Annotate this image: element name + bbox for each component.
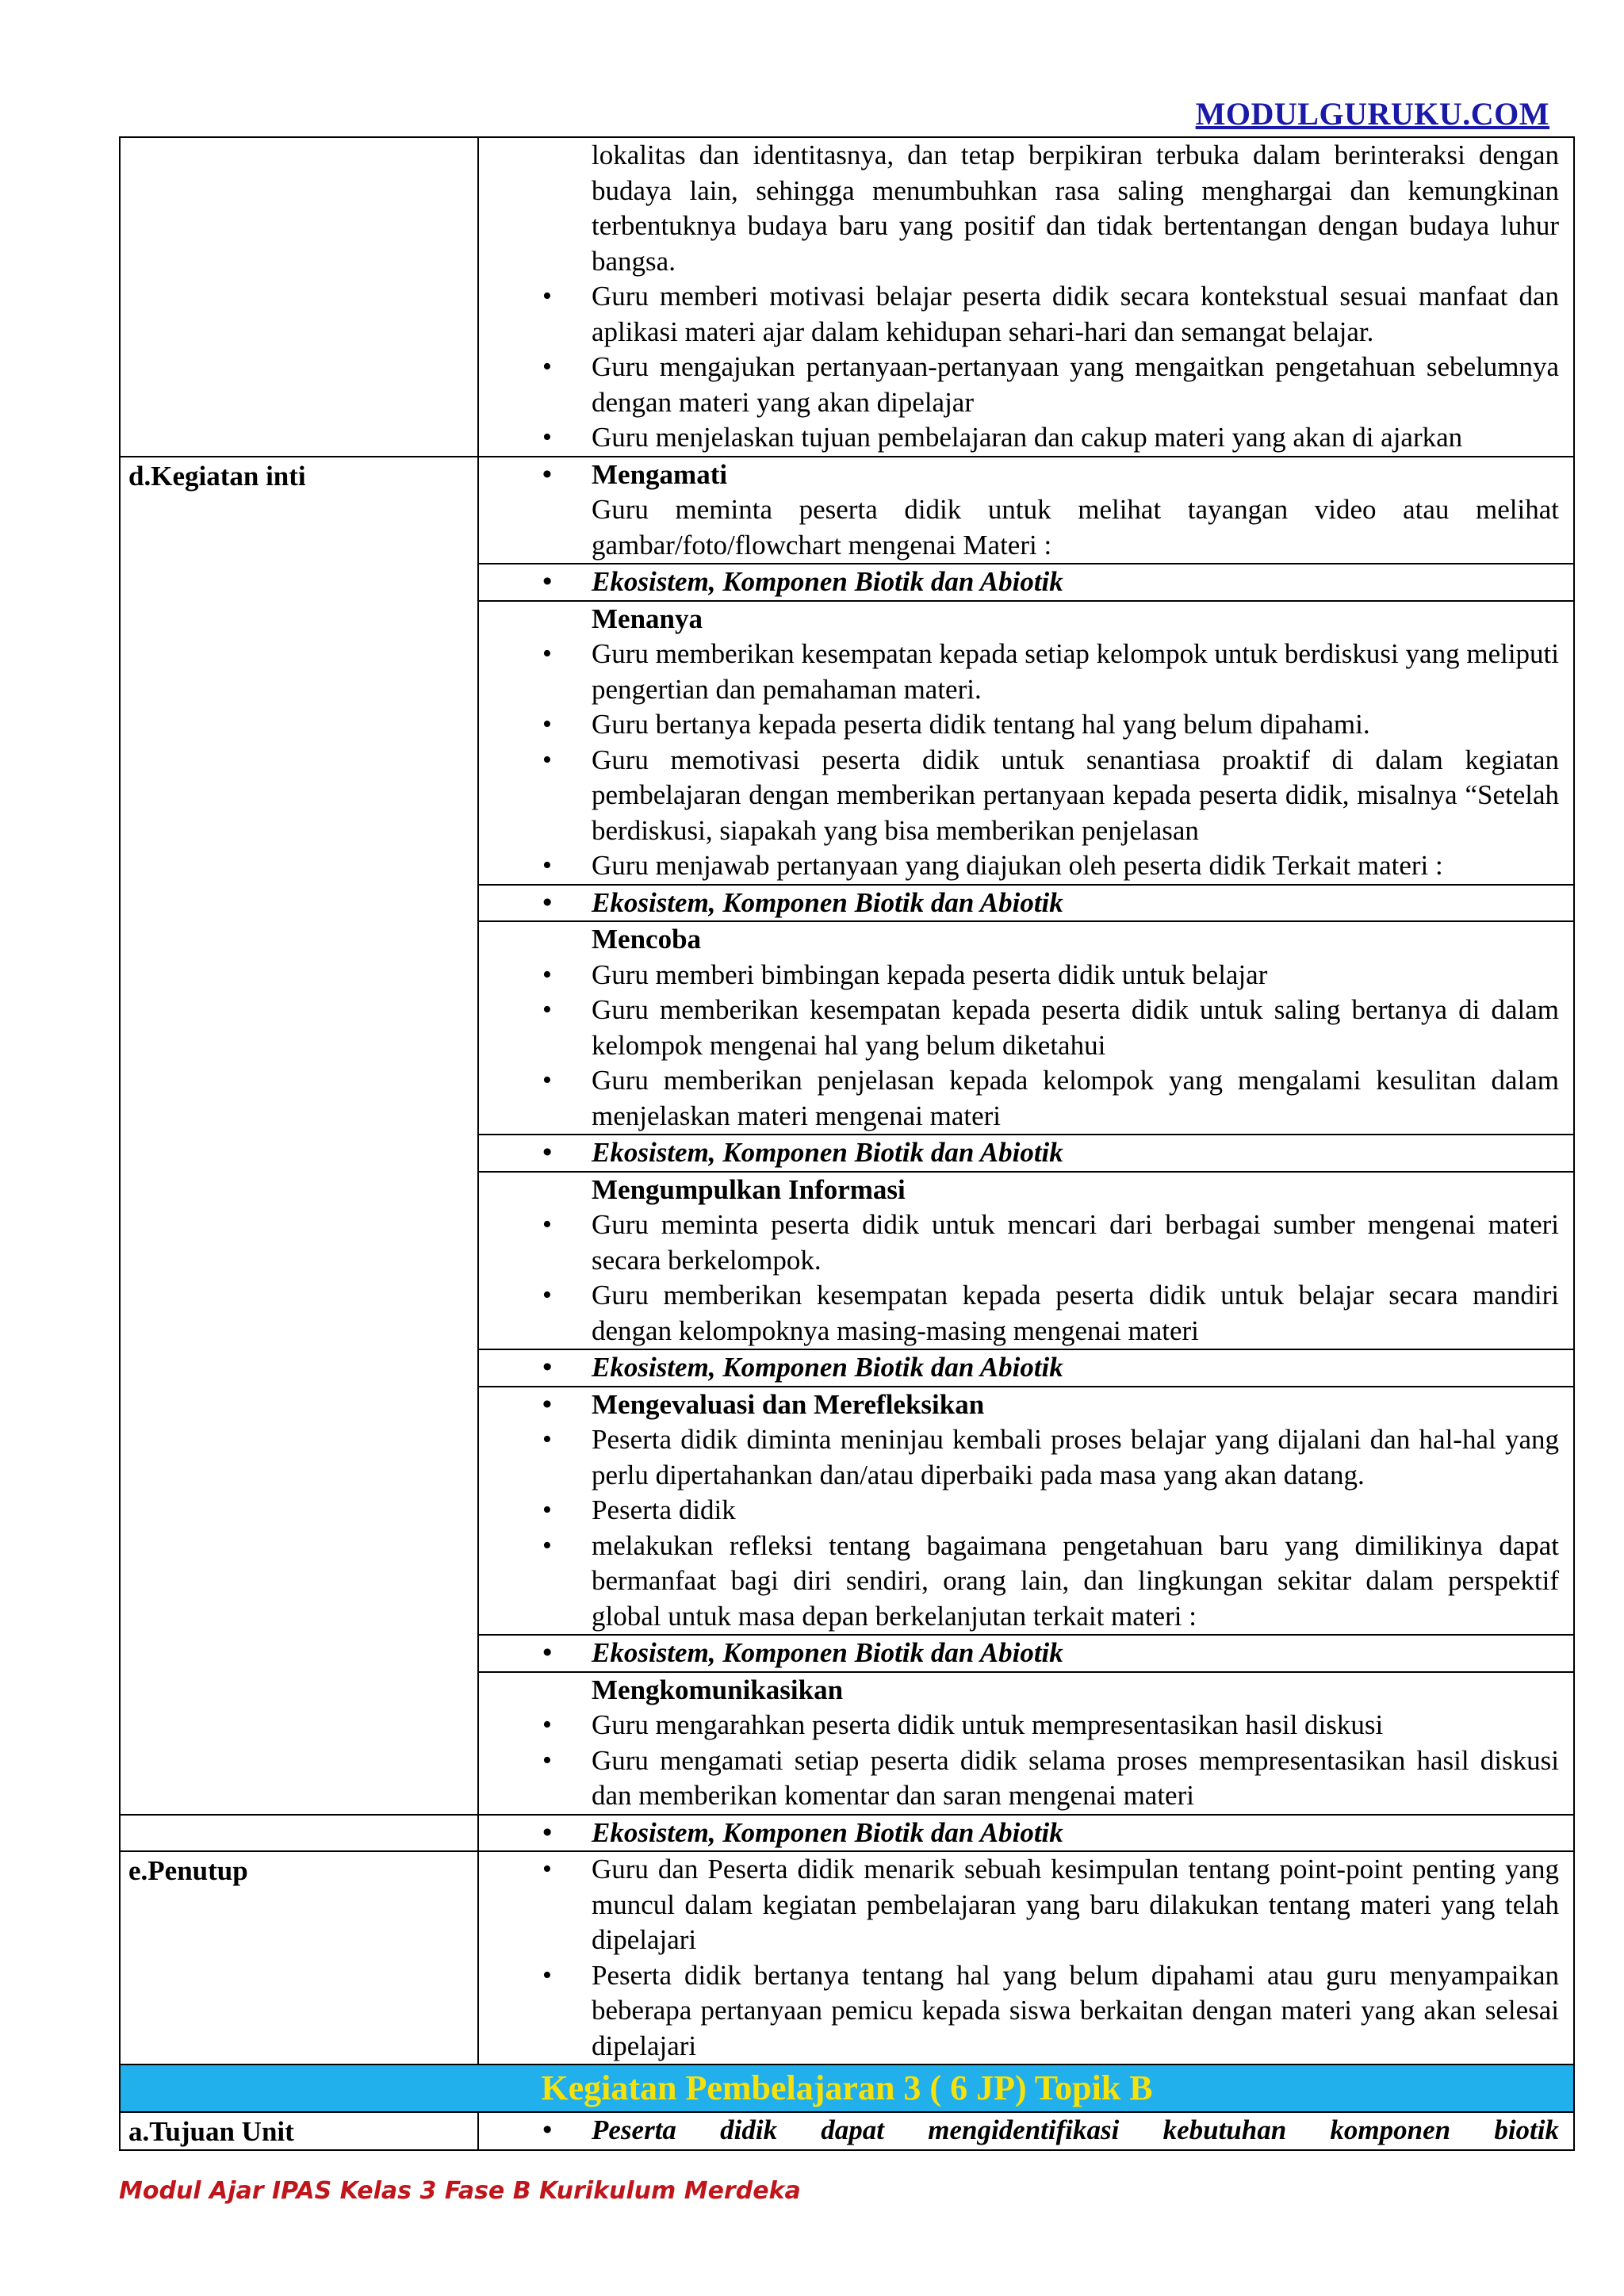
header-site-link[interactable]: MODULGURUKU.COM — [1195, 96, 1549, 132]
topic-text: • Ekosistem, Komponen Biotik dan Abiotik — [479, 1135, 1559, 1171]
table-row-intro — [120, 137, 1574, 457]
list-item: • Guru mengamati setiap peserta didik selama proses mempresentasikan hasil diskusi dan memberikan komentar dan saran mengenai materi — [479, 1743, 1559, 1814]
mengkomunikasikan-title: Mengkomunikasikan — [592, 1674, 844, 1705]
list-item: • Guru bertanya kepada peserta didik tentang hal yang belum dipahami. — [479, 707, 1559, 743]
label-cell-penutup — [120, 1851, 478, 2064]
list-item: • Guru memberi motivasi belajar peserta didik secara kontekstual sesuai manfaat dan aplikasi materi ajar dalam kehidupan sehari-hari dan semangat belajar. — [479, 279, 1559, 350]
topic-cell — [478, 885, 1574, 922]
topic-cell — [478, 1635, 1574, 1672]
list-item: • Guru menjawab pertanyaan yang diajukan oleh peserta didik Terkait materi : — [479, 848, 1559, 884]
list-item: • Guru memberi bimbingan kepada peserta didik untuk belajar — [479, 958, 1559, 993]
table-row-topic — [120, 1815, 1574, 1852]
content-cell-mengamati — [478, 457, 1574, 564]
topic-cell — [478, 1815, 1574, 1852]
mengevaluasi-title: • Mengevaluasi dan Merefleksikan — [479, 1387, 1559, 1423]
list-item: • Guru memberikan penjelasan kepada kelompok yang mengalami kesulitan dalam menjelaskan materi mengenai materi — [479, 1063, 1559, 1134]
tujuan-label: a.Tujuan Unit — [128, 2116, 294, 2147]
list-item: • Peserta didik dapat mengidentifikasi kebutuhan komponen biotik — [479, 2113, 1559, 2149]
topic-cell — [478, 564, 1574, 601]
list-item: • Guru memberikan kesempatan kepada setiap kelompok untuk berdiskusi yang meliputi pengertian dan pemahaman materi. — [479, 637, 1559, 707]
label-cell-empty — [120, 1815, 478, 1852]
list-item: • Guru menjelaskan tujuan pembelajaran dan cakup materi yang akan di ajarkan — [479, 420, 1559, 456]
mengamati-text: Guru meminta peserta didik untuk melihat tayangan video atau melihat gambar/foto/flowchart mengenai Materi : — [592, 494, 1559, 561]
content-cell-mengevaluasi — [478, 1387, 1574, 1636]
topic-text: • Ekosistem, Komponen Biotik dan Abiotik — [479, 886, 1559, 921]
list-item: • Peserta didik diminta meninjau kembali proses belajar yang dijalani dan hal-hal yang perlu dipertahankan dan/atau diperbaiki pada masa yang akan datang. — [479, 1422, 1559, 1493]
table-row-mengamati — [120, 457, 1574, 564]
table-row-tujuan — [120, 2112, 1574, 2150]
mengamati-title: • Mengamati — [479, 457, 1559, 493]
label-cell-kegiatan-inti — [120, 457, 478, 1815]
lesson-table — [119, 136, 1575, 2151]
penutup-label: e.Penutup — [128, 1855, 248, 1886]
intro-continuation-text: lokalitas dan identitasnya, dan tetap berpikiran terbuka dalam berinteraksi dengan budaya lain, sehingga menumbuhkan rasa saling menghargai dan kemungkinan terbentuknya budaya baru yang positif dan tidak bertentangan dengan budaya luhur bangsa. — [592, 140, 1559, 277]
list-item: • Guru mengajukan pertanyaan-pertanyaan yang mengaitkan pengetahuan sebelumnya dengan materi yang akan dipelajar — [479, 350, 1559, 420]
table-row-penutup — [120, 1851, 1574, 2064]
content-cell-tujuan — [478, 2112, 1574, 2150]
list-item: • Peserta didik bertanya tentang hal yang belum dipahami atau guru menyampaikan beberapa pertanyaan pemicu kepada siswa berkaitan dengan materi yang akan selesai dipelajari — [479, 1958, 1559, 2064]
mencoba-title: Mencoba — [592, 924, 702, 955]
page-footer: Modul Ajar IPAS Kelas 3 Fase B Kurikulum Merdeka — [119, 2177, 801, 2205]
section-banner: Kegiatan Pembelajaran 3 ( 6 JP) Topik B — [120, 2064, 1574, 2112]
list-item: • Guru dan Peserta didik menarik sebuah kesimpulan tentang point-point penting yang muncul dalam kegiatan pembelajaran yang baru dilakukan tentang materi yang telah dipelajari — [479, 1852, 1559, 1958]
kegiatan-inti-label: d.Kegiatan inti — [128, 460, 306, 492]
content-cell-intro — [478, 137, 1574, 457]
label-cell-tujuan — [120, 2112, 478, 2150]
content-cell-penutup — [478, 1851, 1574, 2064]
topic-cell — [478, 1349, 1574, 1387]
list-item: • Guru memotivasi peserta didik untuk senantiasa proaktif di dalam kegiatan pembelajaran dengan memberikan pertanyaan kepada peserta didik, misalnya “Setelah berdiskusi, siapakah yang bisa memberikan penjelasan — [479, 743, 1559, 849]
topic-text: • Ekosistem, Komponen Biotik dan Abiotik — [479, 1816, 1559, 1851]
menanya-title: Menanya — [592, 603, 703, 634]
table-row-banner — [120, 2064, 1574, 2112]
topic-text: • Ekosistem, Komponen Biotik dan Abiotik — [479, 1350, 1559, 1386]
list-item: • Guru memberikan kesempatan kepada peserta didik untuk saling bertanya di dalam kelompok mengenai hal yang belum diketahui — [479, 993, 1559, 1063]
topic-text: • Ekosistem, Komponen Biotik dan Abiotik — [479, 564, 1559, 600]
content-cell-mengkomunikasikan — [478, 1672, 1574, 1815]
list-item: • Peserta didik — [479, 1493, 1559, 1529]
content-cell-mencoba — [478, 921, 1574, 1135]
topic-cell — [478, 1135, 1574, 1172]
content-cell-menanya — [478, 601, 1574, 885]
mengumpulkan-title: Mengumpulkan Informasi — [592, 1173, 906, 1205]
topic-text: • Ekosistem, Komponen Biotik dan Abiotik — [479, 1636, 1559, 1671]
label-cell-empty — [120, 137, 478, 457]
list-item: • melakukan refleksi tentang bagaimana pengetahuan baru yang dimilikinya dapat bermanfaat bagi diri sendiri, orang lain, dan lingkungan sekitar dalam perspektif global untuk masa depan berkelanjutan terkait materi : — [479, 1529, 1559, 1635]
list-item: • Guru mengarahkan peserta didik untuk mempresentasikan hasil diskusi — [479, 1708, 1559, 1743]
list-item: • Guru memberikan kesempatan kepada peserta didik untuk belajar secara mandiri dengan kelompoknya masing-masing mengenai materi — [479, 1278, 1559, 1349]
list-item: • Guru meminta peserta didik untuk mencari dari berbagai sumber mengenai materi secara berkelompok. — [479, 1207, 1559, 1278]
content-cell-mengumpulkan — [478, 1172, 1574, 1350]
